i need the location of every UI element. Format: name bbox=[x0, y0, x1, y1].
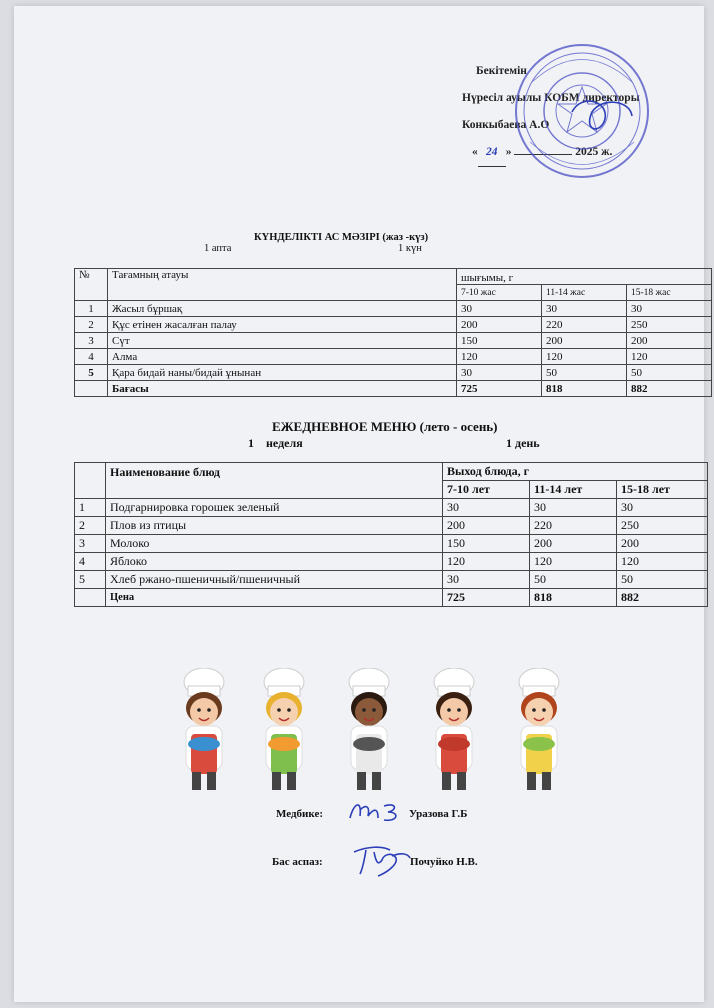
ru-header-yield: Выход блюда, г bbox=[443, 463, 708, 481]
kid-bowl bbox=[353, 737, 385, 751]
ru-title: ЕЖЕДНЕВНОЕ МЕНЮ (лето - осень) bbox=[272, 419, 498, 434]
approval-position: Нүресіл ауылы КОБМ директоры bbox=[462, 92, 640, 104]
nurse-signature bbox=[344, 796, 408, 826]
kid-eye bbox=[447, 708, 451, 712]
kid-face bbox=[355, 698, 383, 726]
kid-eye bbox=[362, 708, 366, 712]
approval-date-year: 2025 ж. bbox=[575, 146, 613, 158]
approval-title: Бекітемін bbox=[476, 65, 527, 77]
table-row: 2 Құс етінен жасалған палау 200 220 250 bbox=[75, 317, 712, 333]
table-row: 5 Хлеб ржано-пшеничный/пшеничный 30 50 50 bbox=[75, 571, 708, 589]
kid-leg bbox=[287, 772, 296, 790]
table-row: 4 Яблоко 120 120 120 bbox=[75, 553, 708, 571]
kid-face bbox=[440, 698, 468, 726]
kid-bowl bbox=[188, 737, 220, 751]
approval-director: Конкыбаева А.О bbox=[462, 119, 550, 131]
kid-eye bbox=[532, 708, 536, 712]
kid-eye bbox=[372, 708, 376, 712]
kz-price-label: Бағасы bbox=[108, 381, 457, 397]
price-row: Бағасы 725 818 882 bbox=[75, 381, 712, 397]
price-row: Цена 725 818 882 bbox=[75, 589, 708, 607]
kid-leg bbox=[527, 772, 536, 790]
kid-eye bbox=[457, 708, 461, 712]
kz-title: КҮНДЕЛІКТІ АС МӘЗІРІ (жаз -күз) bbox=[254, 232, 429, 243]
ru-age-group: 11-14 лет bbox=[530, 481, 617, 499]
kid-leg bbox=[542, 772, 551, 790]
kid-eye bbox=[277, 708, 281, 712]
kz-header-name: Тағамның атауы bbox=[108, 269, 457, 301]
table-row: 1 Подгарнировка горошек зеленый 30 30 30 bbox=[75, 499, 708, 517]
ru-age-group: 15-18 лет bbox=[617, 481, 708, 499]
kid-eye bbox=[287, 708, 291, 712]
ru-price-label: Цена bbox=[106, 589, 443, 607]
ru-header-name: Наименование блюд bbox=[106, 463, 443, 499]
table-row: 4 Алма 120 120 120 bbox=[75, 349, 712, 365]
chef-kids-illustration bbox=[164, 668, 594, 798]
table-row: 1 Жасыл бұршақ 30 30 30 bbox=[75, 301, 712, 317]
kid-bowl bbox=[438, 737, 470, 751]
ru-day: 1 день bbox=[506, 436, 540, 450]
kz-day: 1 күн bbox=[398, 243, 422, 254]
kid-bowl bbox=[523, 737, 555, 751]
ru-menu-table bbox=[74, 462, 708, 607]
cook-label: Бас аспаз: bbox=[272, 856, 323, 868]
ru-age-group: 7-10 лет bbox=[443, 481, 530, 499]
table-row: 5 Қара бидай наны/бидай ұнынан 30 50 50 bbox=[75, 365, 712, 381]
table-row: 2 Плов из птицы 200 220 250 bbox=[75, 517, 708, 535]
kid-face bbox=[190, 698, 218, 726]
kid-face bbox=[525, 698, 553, 726]
kz-week: 1 апта bbox=[204, 243, 232, 254]
kid-leg bbox=[272, 772, 281, 790]
kz-age-group: 15-18 жас bbox=[627, 285, 712, 301]
table-row: 3 Сүт 150 200 200 bbox=[75, 333, 712, 349]
kid-eye bbox=[207, 708, 211, 712]
kid-eye bbox=[197, 708, 201, 712]
kz-age-group: 11-14 жас bbox=[542, 285, 627, 301]
table-row: 3 Молоко 150 200 200 bbox=[75, 535, 708, 553]
kid-leg bbox=[207, 772, 216, 790]
kz-menu-table bbox=[74, 268, 712, 397]
official-stamp bbox=[512, 42, 652, 180]
ru-week: 1 неделя bbox=[248, 436, 303, 450]
kid-leg bbox=[457, 772, 466, 790]
kid-leg bbox=[357, 772, 366, 790]
kid-eye bbox=[542, 708, 546, 712]
kid-leg bbox=[372, 772, 381, 790]
kid-face bbox=[270, 698, 298, 726]
approval-date-day: 24 bbox=[478, 139, 506, 167]
kz-age-group: 7-10 жас bbox=[457, 285, 542, 301]
kid-bowl bbox=[268, 737, 300, 751]
kid-leg bbox=[192, 772, 201, 790]
cook-signature bbox=[348, 840, 418, 880]
approval-date: « 24 » 2025 ж. bbox=[462, 139, 702, 167]
kid-leg bbox=[442, 772, 451, 790]
kz-header-yield: шығымы, г bbox=[457, 269, 712, 285]
nurse-label: Медбике: bbox=[276, 808, 323, 820]
kz-header-num: № bbox=[75, 269, 108, 301]
cook-name: Почуйко Н.В. bbox=[410, 856, 478, 868]
document-page bbox=[14, 6, 704, 1002]
nurse-name: Уразова Г.Б bbox=[409, 808, 468, 820]
